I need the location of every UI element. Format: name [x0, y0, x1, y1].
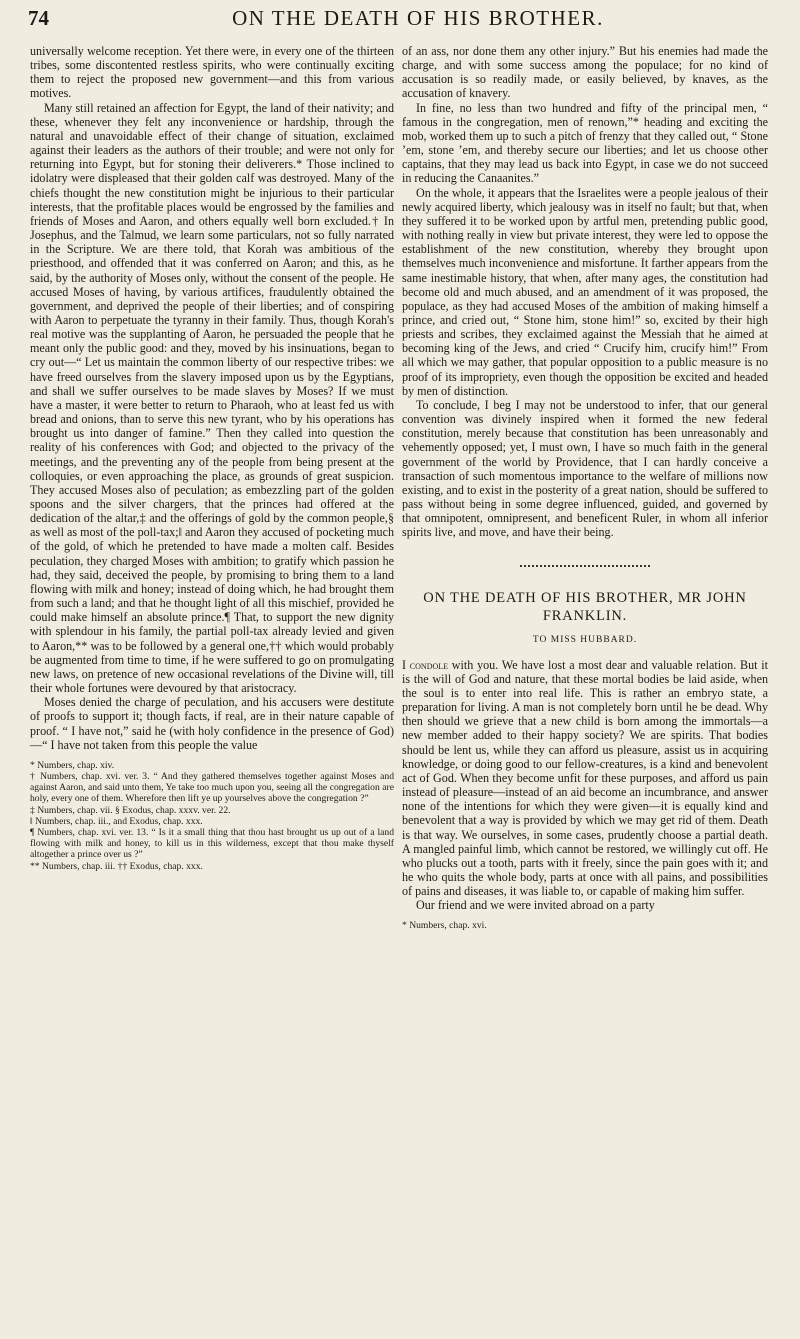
- footnote: † Numbers, chap. xvi. ver. 3. “ And they gathered themselves together against Moses and against Aaron, and said unto them, Ye take too much upon you, seeing all the congregation are holy, every one of them. Wherefore then lift ye up yourselves above the congregation ?”: [30, 771, 394, 805]
- letter-body: with you. We have lost a most dear and valuable relation. But it is the will of God and nature, that these mortal bodies be laid aside, when the soul is to enter into real life. This is rather an embryo state, a preparation for living. A man is not completely born until he be dead. Why then should we grieve that a new child is born among the immortals—a new member added to their happy society? We are spirits. That bodies should be lent us, while they can afford us pleasure, assist us in acquiring knowledge, or doing good to our fellow-creatures, is a kind and benevolent act of God. When they become unfit for these purposes, and afford us pain instead of pleasure—instead of an aid become an incumbrance, and answer none of the intentions for which they were given—it is equally kind and benevolent that a way is provided by which we may get rid of them. Death is that way. We ourselves, in some cases, prudently choose a partial death. A mangled painful limb, which cannot be restored, we willingly cut off. He who plucks out a tooth, parts with it freely, since the pain goes with it; and he who quits the whole body, parts at once with all pains, and possibilities of pains and diseases, it was liable to, or capable of making him suffer.: [402, 657, 768, 899]
- section-title: ON THE DEATH OF HIS BROTHER, MR JOHN FRANKLIN.: [423, 590, 747, 625]
- footnote: ‖ Numbers, chap. iii., and Exodus, chap. xxx.: [30, 815, 203, 827]
- paragraph: In fine, no less than two hundred and fifty of the principal men, “ famous in the congregation, men of renown,”* heading and exciting the mob, worked them up to such a pitch of frenzy that they called out, “ Stone ’em, stone ’em, and thereby secure our liberties; and let us choose other captains, that they may lead us back into Egypt, in case we do not succeed in reducing the Canaanites.”: [402, 100, 768, 186]
- paragraph: Our friend and we were invited abroad on a party: [416, 898, 655, 913]
- letter-lead: I condole: [402, 657, 449, 672]
- page-number: 74: [28, 6, 49, 30]
- paragraph: Many still retained an affection for Egypt, the land of their nativity; and these, whenever they felt any inconvenience or hardship, through the natural and unavoidable effect of their change of situation, exclaimed against their leaders as the authors of their trouble; and were not only for returning into Egypt, but for stoning their deliverers.* Those inclined to idolatry were displeased that their golden calf was destroyed. Many of the chiefs thought the new constitution might be injurious to their particular interests, that the profitable places would be engrossed by the families and friends of Moses and Aaron, and others equally well born excluded.† In Josephus, and the Talmud, we learn some particulars, not so fully narrated in the Scripture. We are there told, that Korah was ambitious of the priesthood, and offended that it was conferred on Aaron; and this, as he said, by the authority of Moses only, without the consent of the people. He accused Moses of having, by various artifices, fraudulently obtained the government, and deprived the people of their liberties; and of conspiring with Aaron to perpetuate the tyranny in their family. Thus, though Korah's real motive was the supplanting of Aaron, he persuaded the people that he meant only the public good: and they, moved by his insinuations, began to cry out—“ Let us maintain the common liberty of our respective tribes: we have freed ourselves from the slavery imposed upon us by the Egyptians, and shall we suffer ourselves to be made slaves by Moses? If we must have a master, it were better to return to Pharaoh, who at least fed us with bread and onions, than to serve this new tyrant, who by his operations has brought us into danger of famine.” Then they called into question the reality of his conferences with God; and objected to the privacy of the meetings, and the preventing any of the people from being present at the colloquies, or even approaching the place, as grounds of great suspicion. They accused Moses also of peculation; as embezzling part of the golden spoons and the silver chargers, that the princes had offered at the dedication of the altar,‡ and the offerings of gold by the common people,§ as well as most of the poll-tax;‖ and Aaron they accused of pocketing much of the gold, of which he pretended to have made a molten calf. Besides peculation, they charged Moses with ambition; to gratify which passion he had, they said, deceived the people, by promising to bring them to a land flowing with milk and honey; instead of doing which, he had brought them from such a land; and that he thought light of all this mischief, provided he could make himself an absolute prince.¶ That, to support the new dignity with splendour in his family, the partial poll-tax already levied and given to Aaron,** was to be followed by a general one,†† which would probably be augmented from time to time, if he were suffered to go on promulgating new laws, on pretence of new occasional revelations of the Divine will, till their whole fortunes were devoured by that aristocracy.: [30, 100, 394, 696]
- footnote: ** Numbers, chap. iii. †† Exodus, chap. xxx.: [30, 860, 203, 872]
- left-column: [30, 44, 394, 872]
- footnote: * Numbers, chap. xiv.: [30, 759, 115, 771]
- section-divider: [520, 565, 650, 567]
- paragraph: of an ass, nor done them any other injury.” But his enemies had made the charge, and with some success among the populace; for no kind of accusation is so readily made, or easily believed, by knaves, as the accusation of knavery.: [402, 44, 768, 101]
- letter-paragraph: [402, 658, 768, 899]
- paragraph: Moses denied the charge of peculation, and his accusers were destitute of proofs to support it; though facts, if real, are in their nature capable of proof. “ I have not,” said he (with holy confidence in the presence of God)—“ I have not taken from this people the value: [30, 695, 394, 752]
- right-column: [402, 44, 768, 932]
- footnote: ¶ Numbers, chap. xvi. ver. 13. “ Is it a small thing that thou hast brought us up out of a land flowing with milk and honey, to kill us in this wilderness, except that thou make thyself altogether a prince over us ?”: [30, 827, 394, 861]
- footnotes: [402, 920, 768, 931]
- footnotes: [30, 760, 394, 872]
- footnote: * Numbers, chap. xvi.: [402, 920, 487, 932]
- page-header: [28, 6, 778, 38]
- running-title: ON THE DEATH OF HIS BROTHER.: [232, 6, 604, 30]
- paragraph: On the whole, it appears that the Israelites were a people jealous of their newly acquired liberty, which jealousy was in itself no fault; but that, when they suffered it to be worked upon by artful men, pretending public good, with nothing really in view but private interest, they were led to oppose the establishment of the new constitution, whereby they brought upon themselves much inconvenience and misfortune. It farther appears from the same inestimable history, that when, after many ages, the constitution had become old and much abused, and an amendment of it was proposed, the populace, as they had accused Moses of the ambition of making himself a prince, and cried out, “ Stone him, stone him!” so, excited by their high priests and scribes, they exclaimed against the Messiah that he aimed at becoming king of the Jews, and cried “ Crucify him, crucify him!” From all which we may gather, that popular opposition to a public measure is no proof of its impropriety, even though the opposition be excited and headed by men of distinction.: [402, 185, 768, 398]
- dedication: TO MISS HUBBARD.: [532, 635, 638, 646]
- paragraph: To conclude, I beg I may not be understood to infer, that our general convention was divinely inspired when it formed the new federal constitution, merely because that constitution has been unreasonably and vehemently opposed; yet, I must own, I have so much faith in the general government of the world by Providence, that I can hardly conceive a transaction of such momentous importance to the welfare of millions now existing, and to exist in the posterity of a great nation, should be suffered to pass without being in some degree influenced, guided, and governed by that omnipotent, omnipresent, and beneficent Ruler, in whom all inferior spirits live, and move, and have their being.: [402, 397, 768, 540]
- paragraph: universally welcome reception. Yet there were, in every one of the thirteen tribes, some discontented restless spirits, who were continually exciting them to reject the proposed new government—and this from various motives.: [30, 44, 394, 101]
- footnote: ‡ Numbers, chap. vii. § Exodus, chap. xxxv. ver. 22.: [30, 804, 231, 816]
